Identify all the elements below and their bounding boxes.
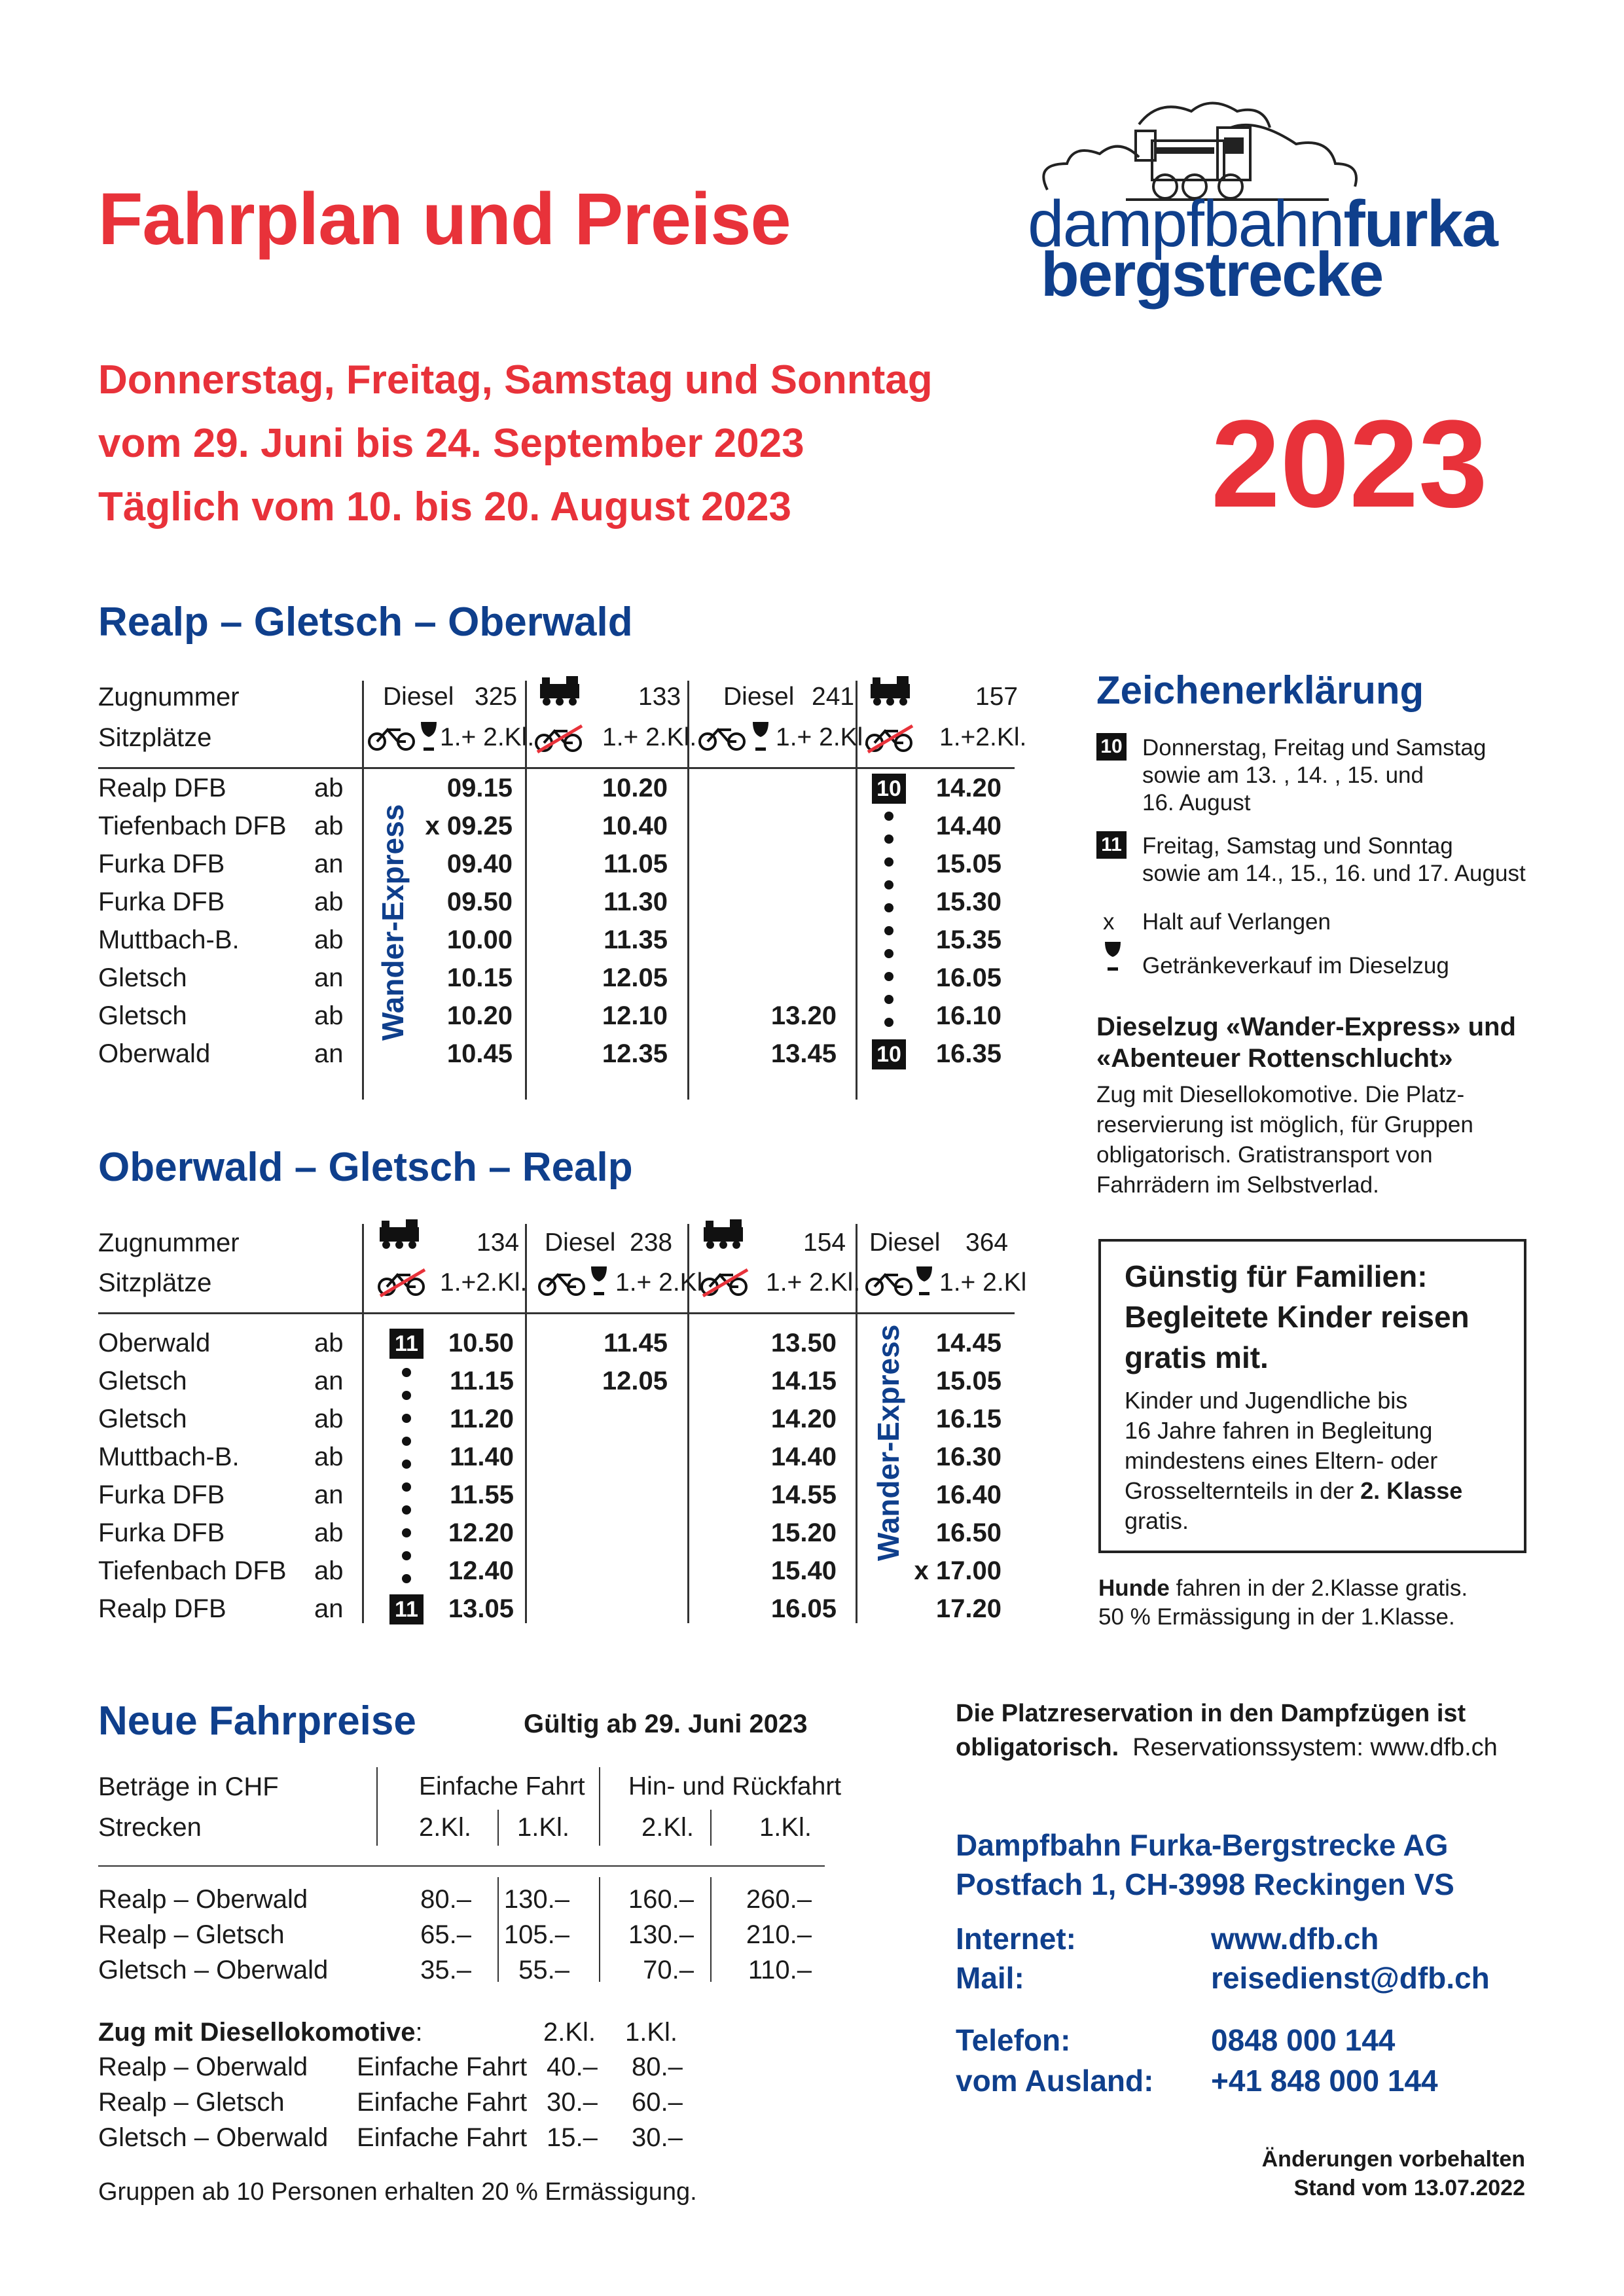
wander-express-label: Wander-Express bbox=[376, 804, 410, 1041]
logo-wordmark-line1: dampfbahnfurka bbox=[1028, 187, 1497, 260]
legend-10-text: Donnerstag, Freitag und Samstag sowie am 13. , 14. , 15. und 16. August bbox=[1142, 735, 1487, 816]
prices-title: Neue Fahrpreise bbox=[98, 1698, 416, 1744]
time-cell: 13.20 bbox=[770, 1001, 837, 1030]
dot bbox=[884, 972, 893, 981]
head-1kl: 1.Kl. bbox=[759, 1813, 812, 1842]
station-name: Furka DFB bbox=[98, 1480, 225, 1509]
dot bbox=[402, 1551, 411, 1560]
time-cell: 11.20 bbox=[450, 1405, 514, 1433]
time-cell: 14.55 bbox=[770, 1480, 837, 1509]
glass-icon bbox=[1103, 940, 1123, 973]
legend-x-text: Halt auf Verlangen bbox=[1142, 909, 1331, 935]
price-route: Realp – Gletsch bbox=[98, 2088, 285, 2117]
price-value: 160.– bbox=[628, 1885, 694, 1914]
col4-class: 1.+ 2.Kl bbox=[939, 1268, 1027, 1297]
col3-number: 241 bbox=[812, 683, 855, 711]
ab-an: an bbox=[314, 1367, 344, 1395]
time-cell: 12.40 bbox=[448, 1556, 514, 1585]
time-cell: 11.55 bbox=[450, 1480, 514, 1509]
time-cell: 16.40 bbox=[935, 1480, 1001, 1509]
diesel-text: Zug mit Diesellokomotive. Die Platz- reservierung ist möglich, für Gruppen obligatorisch. Gratistransport von Fahrrädern im Selbstverlad. bbox=[1096, 1082, 1473, 1198]
diesel-2kl: 2.Kl. bbox=[543, 2018, 596, 2047]
diesel-1kl: 1.Kl. bbox=[625, 2018, 678, 2047]
dot bbox=[884, 812, 893, 821]
col1-number: 134 bbox=[477, 1229, 520, 1257]
col1-class: 1.+2.Kl. bbox=[440, 1268, 528, 1297]
dot bbox=[884, 1018, 893, 1027]
ab-an: ab bbox=[314, 1329, 344, 1357]
col3-class: 1.+ 2.Kl. bbox=[766, 1268, 861, 1297]
company-name: Dampfbahn Furka-Bergstrecke AG bbox=[956, 1828, 1449, 1862]
steam-locomotive-icon bbox=[537, 674, 583, 707]
time-cell: 16.10 bbox=[935, 1001, 1001, 1030]
steam-locomotive-icon bbox=[867, 674, 913, 707]
price-value: 60.– bbox=[632, 2088, 683, 2117]
steam-locomotive-icon bbox=[700, 1217, 746, 1250]
subtitle-line-1: Donnerstag, Freitag, Samstag und Sonntag bbox=[98, 357, 933, 403]
ab-an: ab bbox=[314, 774, 344, 802]
abroad-number[interactable]: +41 848 000 144 bbox=[1211, 2064, 1438, 2098]
col2-class: 1.+ 2.Kl. bbox=[602, 723, 697, 751]
time-cell: 14.20 bbox=[770, 1405, 837, 1433]
station-name: Realp DFB bbox=[98, 1594, 226, 1623]
time-cell: 10.20 bbox=[446, 1001, 513, 1030]
mail-label: Mail: bbox=[956, 1961, 1024, 1995]
head-2kl: 2.Kl. bbox=[418, 1813, 471, 1842]
col4-type: Diesel bbox=[869, 1229, 941, 1257]
dot bbox=[402, 1482, 411, 1492]
col1-class: 1.+ 2.Kl. bbox=[440, 723, 535, 751]
time-cell: 16.35 bbox=[935, 1039, 1001, 1068]
dot bbox=[884, 926, 893, 935]
station-name: Realp DFB bbox=[98, 774, 226, 802]
station-name: Muttbach-B. bbox=[98, 1443, 240, 1471]
col4-number: 157 bbox=[975, 683, 1019, 711]
head-1kl: 1.Kl. bbox=[516, 1813, 569, 1842]
dot bbox=[402, 1505, 411, 1515]
time-cell: 12.05 bbox=[602, 1367, 668, 1395]
price-header-rule bbox=[98, 1865, 825, 1867]
badge-10: 10 bbox=[872, 1039, 906, 1069]
price-route: Realp – Oberwald bbox=[98, 2053, 308, 2081]
ab-an: ab bbox=[314, 1443, 344, 1471]
station-name: Tiefenbach DFB bbox=[98, 1556, 287, 1585]
head-hin-rueck: Hin- und Rückfahrt bbox=[628, 1772, 842, 1801]
legend-title: Zeichenerklärung bbox=[1096, 668, 1424, 712]
ab-an: ab bbox=[314, 1518, 344, 1547]
ab-an: ab bbox=[314, 888, 344, 916]
time-cell: 14.40 bbox=[770, 1443, 837, 1471]
dot bbox=[402, 1437, 411, 1446]
price-value: 30.– bbox=[632, 2123, 683, 2152]
time-cell: 16.05 bbox=[935, 963, 1001, 992]
station-name: Oberwald bbox=[98, 1039, 211, 1068]
dot bbox=[884, 857, 893, 867]
station-name: Gletsch bbox=[98, 1001, 187, 1030]
ab-an: an bbox=[314, 1039, 344, 1068]
price-value: 65.– bbox=[420, 1920, 471, 1949]
ab-an: an bbox=[314, 1480, 344, 1509]
time-cell: 17.20 bbox=[935, 1594, 1001, 1623]
label-sitzplaetze-2: Sitzplätze bbox=[98, 1268, 212, 1297]
price-route: Realp – Oberwald bbox=[98, 1885, 308, 1914]
ab-an: an bbox=[314, 850, 344, 878]
phone-label: Telefon: bbox=[956, 2023, 1071, 2057]
ab-an: ab bbox=[314, 925, 344, 954]
col2-class: 1.+ 2.Kl bbox=[615, 1268, 703, 1297]
label-strecken: Strecken bbox=[98, 1813, 202, 1842]
time-cell: 09.15 bbox=[446, 774, 513, 802]
time-cell: 11.15 bbox=[450, 1367, 514, 1395]
dot bbox=[402, 1460, 411, 1469]
dot bbox=[402, 1368, 411, 1377]
logo-wordmark-line2: bergstrecke bbox=[1041, 240, 1383, 310]
price-route: Gletsch – Oberwald bbox=[98, 1956, 329, 1984]
ab-an: an bbox=[314, 963, 344, 992]
time-cell: 12.05 bbox=[602, 963, 668, 992]
label-sitzplaetze-1: Sitzplätze bbox=[98, 723, 212, 752]
legend-x-symbol: x bbox=[1103, 909, 1115, 935]
groups-note: Gruppen ab 10 Personen erhalten 20 % Ermässigung. bbox=[98, 2178, 697, 2206]
glass-icon bbox=[751, 720, 770, 753]
diesel-price-label: Zug mit Diesellokomotive: bbox=[98, 2018, 423, 2047]
time-cell: 10.45 bbox=[446, 1039, 513, 1068]
dot bbox=[402, 1574, 411, 1583]
price-head-divider bbox=[497, 1810, 499, 1846]
col2-number: 238 bbox=[630, 1229, 673, 1257]
prices-valid: Gültig ab 29. Juni 2023 bbox=[524, 1710, 808, 1738]
section2-title: Oberwald – Gletsch – Realp bbox=[98, 1145, 633, 1190]
ab-an: ab bbox=[314, 812, 344, 840]
col4-class: 1.+2.Kl. bbox=[939, 723, 1027, 751]
price-divider bbox=[710, 1877, 712, 1982]
table1-divider bbox=[362, 681, 364, 1100]
time-cell: 14.45 bbox=[935, 1329, 1001, 1357]
time-cell: 15.05 bbox=[935, 1367, 1001, 1395]
label-zugnummer-1: Zugnummer bbox=[98, 683, 240, 711]
glass-icon bbox=[589, 1265, 609, 1297]
col3-class: 1.+ 2.Kl. bbox=[776, 723, 871, 751]
dot bbox=[402, 1414, 411, 1423]
station-name: Furka DFB bbox=[98, 888, 225, 916]
legend-badge-11: 11 bbox=[1096, 831, 1127, 859]
bicycle-icon bbox=[367, 723, 416, 752]
phone-number[interactable]: 0848 000 144 bbox=[1211, 2023, 1396, 2057]
abroad-label: vom Ausland: bbox=[956, 2064, 1154, 2098]
time-cell: x 09.25 bbox=[425, 812, 513, 840]
time-cell: 10.15 bbox=[446, 963, 513, 992]
time-cell: 16.15 bbox=[935, 1405, 1001, 1433]
col1-number: 325 bbox=[475, 683, 518, 711]
price-type: Einfache Fahrt bbox=[357, 2123, 528, 2152]
time-cell: 15.40 bbox=[770, 1556, 837, 1585]
table2-header-rule bbox=[98, 1312, 1015, 1314]
time-cell: 12.20 bbox=[448, 1518, 514, 1547]
price-route: Gletsch – Oberwald bbox=[98, 2123, 329, 2152]
badge-10: 10 bbox=[872, 774, 906, 804]
time-cell: 10.50 bbox=[448, 1329, 514, 1357]
price-route: Realp – Gletsch bbox=[98, 1920, 285, 1949]
col3-type: Diesel bbox=[723, 683, 795, 711]
bicycle-icon bbox=[864, 1268, 914, 1297]
dot bbox=[884, 834, 893, 844]
price-value: 260.– bbox=[746, 1885, 812, 1914]
time-cell: 16.50 bbox=[935, 1518, 1001, 1547]
label-betraege: Beträge in CHF bbox=[98, 1772, 279, 1801]
bicycle-crossed-icon bbox=[864, 723, 916, 755]
internet-label: Internet: bbox=[956, 1922, 1076, 1956]
col2-number: 133 bbox=[638, 683, 681, 711]
price-type: Einfache Fahrt bbox=[357, 2088, 528, 2117]
station-name: Oberwald bbox=[98, 1329, 211, 1357]
col2-type: Diesel bbox=[545, 1229, 616, 1257]
time-cell: 13.45 bbox=[770, 1039, 837, 1068]
time-cell: 15.20 bbox=[770, 1518, 837, 1547]
price-value: 30.– bbox=[547, 2088, 598, 2117]
price-value: 55.– bbox=[518, 1956, 569, 1984]
dot bbox=[884, 995, 893, 1004]
time-cell: 11.45 bbox=[604, 1329, 668, 1357]
station-name: Tiefenbach DFB bbox=[98, 812, 287, 840]
station-name: Gletsch bbox=[98, 963, 187, 992]
time-cell: 14.20 bbox=[935, 774, 1001, 802]
glass-icon bbox=[419, 720, 439, 753]
price-type: Einfache Fahrt bbox=[357, 2053, 528, 2081]
legend-11-text: Freitag, Samstag und Sonntag sowie am 14., 15., 16. und 17. August bbox=[1142, 833, 1526, 886]
subtitle-line-3: Täglich vom 10. bis 20. August 2023 bbox=[98, 484, 791, 529]
subtitle-line-2: vom 29. Juni bis 24. September 2023 bbox=[98, 421, 804, 466]
time-cell: 16.05 bbox=[770, 1594, 837, 1623]
dot bbox=[884, 903, 893, 912]
legend-glass-text: Getränkeverkauf im Dieselzug bbox=[1142, 953, 1449, 978]
time-cell: 10.20 bbox=[602, 774, 668, 802]
ab-an: ab bbox=[314, 1556, 344, 1585]
price-value: 105.– bbox=[503, 1920, 569, 1949]
company-address: Postfach 1, CH-3998 Reckingen VS bbox=[956, 1867, 1454, 1901]
bicycle-icon bbox=[697, 723, 747, 752]
price-head-divider bbox=[599, 1767, 600, 1846]
time-cell: 13.05 bbox=[448, 1594, 514, 1623]
price-value: 130.– bbox=[628, 1920, 694, 1949]
time-cell: 14.40 bbox=[935, 812, 1001, 840]
station-name: Gletsch bbox=[98, 1405, 187, 1433]
dot bbox=[402, 1391, 411, 1400]
bicycle-icon bbox=[537, 1268, 586, 1297]
wander-express-label: Wander-Express bbox=[871, 1324, 905, 1561]
family-box bbox=[1098, 1239, 1526, 1553]
time-cell: 12.10 bbox=[602, 1001, 668, 1030]
price-value: 210.– bbox=[746, 1920, 812, 1949]
ab-an: ab bbox=[314, 1001, 344, 1030]
price-value: 110.– bbox=[748, 1956, 812, 1984]
ab-an: ab bbox=[314, 1405, 344, 1433]
time-cell: 09.40 bbox=[446, 850, 513, 878]
time-cell: 09.50 bbox=[446, 888, 513, 916]
bicycle-crossed-icon bbox=[376, 1267, 429, 1299]
price-head-divider bbox=[376, 1767, 378, 1846]
table1-header-rule bbox=[98, 767, 1015, 769]
time-cell: 15.30 bbox=[935, 888, 1001, 916]
family-box-title: Günstig für Familien: Begleitete Kinder reisen gratis mit. bbox=[1125, 1259, 1470, 1374]
time-cell: 14.15 bbox=[770, 1367, 837, 1395]
time-cell: 15.05 bbox=[935, 850, 1001, 878]
legend-badge-10: 10 bbox=[1096, 733, 1127, 761]
label-zugnummer-2: Zugnummer bbox=[98, 1229, 240, 1257]
mail-link[interactable]: reisedienst@dfb.ch bbox=[1211, 1961, 1490, 1995]
time-cell: 12.35 bbox=[602, 1039, 668, 1068]
price-value: 130.– bbox=[503, 1885, 569, 1914]
page-title: Fahrplan und Preise bbox=[98, 178, 791, 260]
table2-divider bbox=[362, 1224, 364, 1623]
price-value: 15.– bbox=[547, 2123, 598, 2152]
reservation-note: Die Platzreservation in den Dampfzügen ist obligatorisch. Reservationssystem: www.dfb.ch bbox=[956, 1700, 1498, 1761]
price-head-divider bbox=[710, 1810, 712, 1846]
bicycle-crossed-icon bbox=[699, 1267, 751, 1299]
badge-11: 11 bbox=[389, 1594, 424, 1624]
bicycle-crossed-icon bbox=[533, 723, 586, 755]
col3-number: 154 bbox=[803, 1229, 846, 1257]
price-value: 80.– bbox=[420, 1885, 471, 1914]
dogs-text: Hunde fahren in der 2.Klasse gratis. 50 % Ermässigung in der 1.Klasse. bbox=[1098, 1575, 1468, 1630]
dot bbox=[402, 1528, 411, 1537]
station-name: Gletsch bbox=[98, 1367, 187, 1395]
ab-an: an bbox=[314, 1594, 344, 1623]
time-cell: 11.35 bbox=[604, 925, 668, 954]
footer-note: Änderungen vorbehalten Stand vom 13.07.2022 bbox=[1261, 2147, 1525, 2200]
internet-link[interactable]: www.dfb.ch bbox=[1211, 1922, 1379, 1956]
dot bbox=[884, 949, 893, 958]
station-name: Furka DFB bbox=[98, 850, 225, 878]
price-value: 70.– bbox=[643, 1956, 694, 1984]
head-2kl: 2.Kl. bbox=[641, 1813, 694, 1842]
year: 2023 bbox=[1211, 395, 1488, 533]
price-value: 35.– bbox=[420, 1956, 471, 1984]
time-cell: 15.35 bbox=[935, 925, 1001, 954]
station-name: Muttbach-B. bbox=[98, 925, 240, 954]
time-cell: x 17.00 bbox=[914, 1556, 1001, 1585]
col4-number: 364 bbox=[965, 1229, 1009, 1257]
time-cell: 10.40 bbox=[602, 812, 668, 840]
time-cell: 16.30 bbox=[935, 1443, 1001, 1471]
badge-11: 11 bbox=[389, 1329, 424, 1359]
family-box-text: Kinder und Jugendliche bis 16 Jahre fahren in Begleitung mindestens eines Eltern- oder Grosselternteils in der 2. Klasse gratis. bbox=[1125, 1387, 1463, 1534]
time-cell: 13.50 bbox=[770, 1329, 837, 1357]
time-cell: 11.05 bbox=[604, 850, 668, 878]
steam-locomotive-icon bbox=[376, 1217, 422, 1250]
price-value: 80.– bbox=[632, 2053, 683, 2081]
time-cell: 10.00 bbox=[446, 925, 513, 954]
col1-type: Diesel bbox=[383, 683, 454, 711]
section1-title: Realp – Gletsch – Oberwald bbox=[98, 600, 633, 645]
time-cell: 11.40 bbox=[450, 1443, 514, 1471]
price-divider bbox=[599, 1877, 600, 1982]
diesel-title: Dieselzug «Wander-Express» und «Abenteuer Rottenschlucht» bbox=[1096, 1013, 1516, 1073]
station-name: Furka DFB bbox=[98, 1518, 225, 1547]
glass-icon bbox=[914, 1265, 934, 1297]
price-value: 40.– bbox=[547, 2053, 598, 2081]
time-cell: 11.30 bbox=[604, 888, 668, 916]
head-einfach: Einfache Fahrt bbox=[419, 1772, 585, 1801]
dot bbox=[884, 880, 893, 889]
